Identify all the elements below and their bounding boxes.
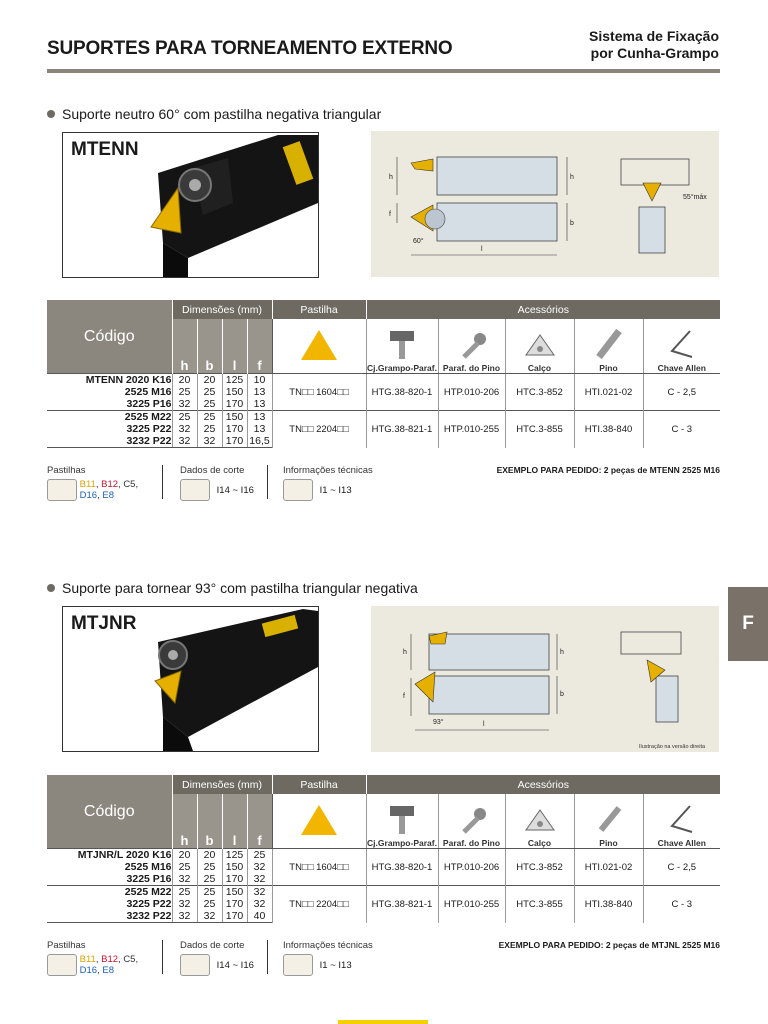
pastilhas-label: Pastilhas	[47, 940, 86, 951]
cutting-data-icon[interactable]	[180, 479, 210, 501]
info-value[interactable]: I1 ~ I13	[319, 484, 352, 496]
info-value[interactable]: I1 ~ I13	[319, 959, 352, 971]
section-2-photo	[62, 606, 319, 752]
insert-code: TN□□ 2204□□	[272, 411, 366, 448]
pin-icon	[589, 802, 629, 836]
page-subtitle	[589, 28, 719, 62]
order-example: EXEMPLO PARA PEDIDO: 2 peças de MTJNL 2525 M16	[498, 940, 720, 950]
insert-code: TN□□ 2204□□	[272, 886, 366, 923]
dim-angle: 60°	[413, 238, 424, 245]
table-row: 3232 P22 32 32 170 16,5	[47, 435, 720, 448]
insert-triangle-icon	[272, 319, 366, 374]
dim-l: l	[483, 721, 485, 728]
section-1-label: Suporte neutro 60° com pastilha negativa triangular	[47, 106, 381, 122]
section-1-footer: Pastilhas B11, B12, C5, D16, E8 Dados de corte I14 ~ I16 Informações técnicas I1 ~ I13 EXEMPLO PARA PEDIDO: 2 peças de MTENN 2525 M16	[47, 465, 720, 501]
technical-info-icon[interactable]	[283, 479, 313, 501]
dim-l: l	[481, 246, 483, 253]
acc5-label: Chave Allen	[657, 838, 706, 848]
acc5-label: Chave Allen	[657, 363, 706, 373]
table-row: 3232 P22 32 32 170 40	[47, 910, 720, 923]
section-2-label: Suporte para tornear 93° com pastilha triangular negativa	[47, 580, 418, 596]
pastilhas-label: Pastilhas	[47, 465, 86, 476]
section-2-table	[47, 775, 720, 923]
col-b: b	[197, 319, 222, 374]
dados-label: Dados de corte	[180, 940, 245, 951]
header-rule	[47, 69, 720, 73]
dim-b: b	[570, 220, 574, 227]
technical-drawing-icon	[371, 606, 719, 752]
info-label: Informações técnicas	[283, 940, 373, 951]
col-h: h	[172, 794, 197, 849]
acessorios-header: Acessórios	[366, 775, 720, 794]
allen-key-icon	[662, 327, 702, 361]
dim-b: b	[560, 691, 564, 698]
page-bottom-accent	[338, 1020, 428, 1024]
col-l: l	[222, 319, 247, 374]
table-row: 2525 M22 25 25 150 32 TN□□ 2204□□ HTG.38-821-1 HTP.010-255 HTC.3-855 HTI.38-840 C - 3	[47, 886, 720, 899]
pin-screw-icon	[452, 806, 492, 836]
section-1-table	[47, 300, 720, 448]
dim-h-left: h	[403, 649, 407, 656]
table-row: 3225 P22 32 25 170 13	[47, 423, 720, 435]
dim-h-right: h	[560, 649, 564, 656]
section-tab[interactable]: F	[728, 587, 768, 661]
codigo-header: Código	[47, 300, 172, 374]
acc1-label: Cj.Grampo-Paraf.	[367, 363, 437, 373]
dimensoes-header: Dimensões (mm)	[172, 775, 272, 794]
col-f: f	[247, 319, 272, 374]
dados-label: Dados de corte	[180, 465, 245, 476]
acc2-label: Paraf. do Pino	[442, 838, 501, 848]
acc4-label: Pino	[599, 363, 618, 373]
table-row: 2525 M16 25 25 150 32	[47, 861, 720, 873]
dim-h-right: h	[570, 174, 574, 181]
insert-code: TN□□ 1604□□	[272, 849, 366, 886]
subtitle-line-2: por Cunha-Grampo	[590, 45, 719, 61]
page-title: SUPORTES PARA TORNEAMENTO EXTERNO	[47, 38, 453, 59]
dim-h-left: h	[389, 174, 393, 181]
pastilha-header: Pastilha	[272, 300, 366, 319]
insert-grades-icon	[47, 954, 77, 976]
section-1-drawing	[371, 131, 719, 277]
table-row: MTENN 2020 K16 20 20 125 10 TN□□ 1604□□ HTG.38-820-1 HTP.010-206 HTC.3-852 HTI.021-02 C - 2,5	[47, 374, 720, 387]
drawing-note: Ilustração na versão direita	[639, 744, 706, 750]
table-row: 2525 M22 25 25 150 13 TN□□ 2204□□ HTG.38-821-1 HTP.010-255 HTC.3-855 HTI.38-840 C - 3	[47, 411, 720, 424]
col-f: f	[247, 794, 272, 849]
dimensoes-header: Dimensões (mm)	[172, 300, 272, 319]
table-row: 3225 P22 32 25 170 32	[47, 898, 720, 910]
clamp-screw-icon	[382, 802, 422, 836]
model-name: MTJNR	[71, 613, 137, 634]
bullet-icon	[47, 584, 55, 592]
shim-icon	[520, 806, 560, 836]
col-b: b	[197, 794, 222, 849]
info-label: Informações técnicas	[283, 465, 373, 476]
acc2-label: Paraf. do Pino	[442, 363, 501, 373]
acc4-label: Pino	[599, 838, 618, 848]
col-l: l	[222, 794, 247, 849]
order-example: EXEMPLO PARA PEDIDO: 2 peças de MTENN 2525 M16	[496, 465, 720, 475]
dados-value[interactable]: I14 ~ I16	[216, 959, 254, 971]
shim-icon	[520, 331, 560, 361]
acc3-label: Calço	[527, 838, 552, 848]
dim-f: f	[403, 693, 405, 700]
acc1-label: Cj.Grampo-Paraf.	[367, 838, 437, 848]
allen-key-icon	[662, 802, 702, 836]
acessorios-header: Acessórios	[366, 300, 720, 319]
dados-value[interactable]: I14 ~ I16	[216, 484, 254, 496]
section-2-footer: Pastilhas B11, B12, C5, D16, E8 Dados de corte I14 ~ I16 Informações técnicas I1 ~ I13 EXEMPLO PARA PEDIDO: 2 peças de MTJNL 2525 M16	[47, 940, 720, 976]
insert-code: TN□□ 1604□□	[272, 374, 366, 411]
model-name: MTENN	[71, 139, 139, 160]
table-row: 2525 M16 25 25 150 13	[47, 386, 720, 398]
codigo-header: Código	[47, 775, 172, 849]
technical-info-icon[interactable]	[283, 954, 313, 976]
dim-f: f	[389, 211, 391, 218]
dim-angle: 93°	[433, 719, 444, 726]
pin-screw-icon	[452, 331, 492, 361]
section-1-photo	[62, 132, 319, 278]
acc3-label: Calço	[527, 363, 552, 373]
subtitle-line-1: Sistema de Fixação	[589, 28, 719, 44]
clamp-screw-icon	[382, 327, 422, 361]
technical-drawing-icon	[371, 131, 719, 277]
insert-triangle-icon	[272, 794, 366, 849]
section-2-drawing	[371, 606, 719, 752]
table-row: MTJNR/L 2020 K16 20 20 125 25 TN□□ 1604□□ HTG.38-820-1 HTP.010-206 HTC.3-852 HTI.021-02 C - 2,5	[47, 849, 720, 862]
dim-max-angle: 55°máx	[683, 194, 707, 201]
insert-grades-icon	[47, 479, 77, 501]
col-h: h	[172, 319, 197, 374]
table-row: 3225 P16 32 25 170 32	[47, 873, 720, 886]
pin-icon	[589, 327, 629, 361]
cutting-data-icon[interactable]	[180, 954, 210, 976]
pastilha-header: Pastilha	[272, 775, 366, 794]
bullet-icon	[47, 110, 55, 118]
table-row: 3225 P16 32 25 170 13	[47, 398, 720, 411]
